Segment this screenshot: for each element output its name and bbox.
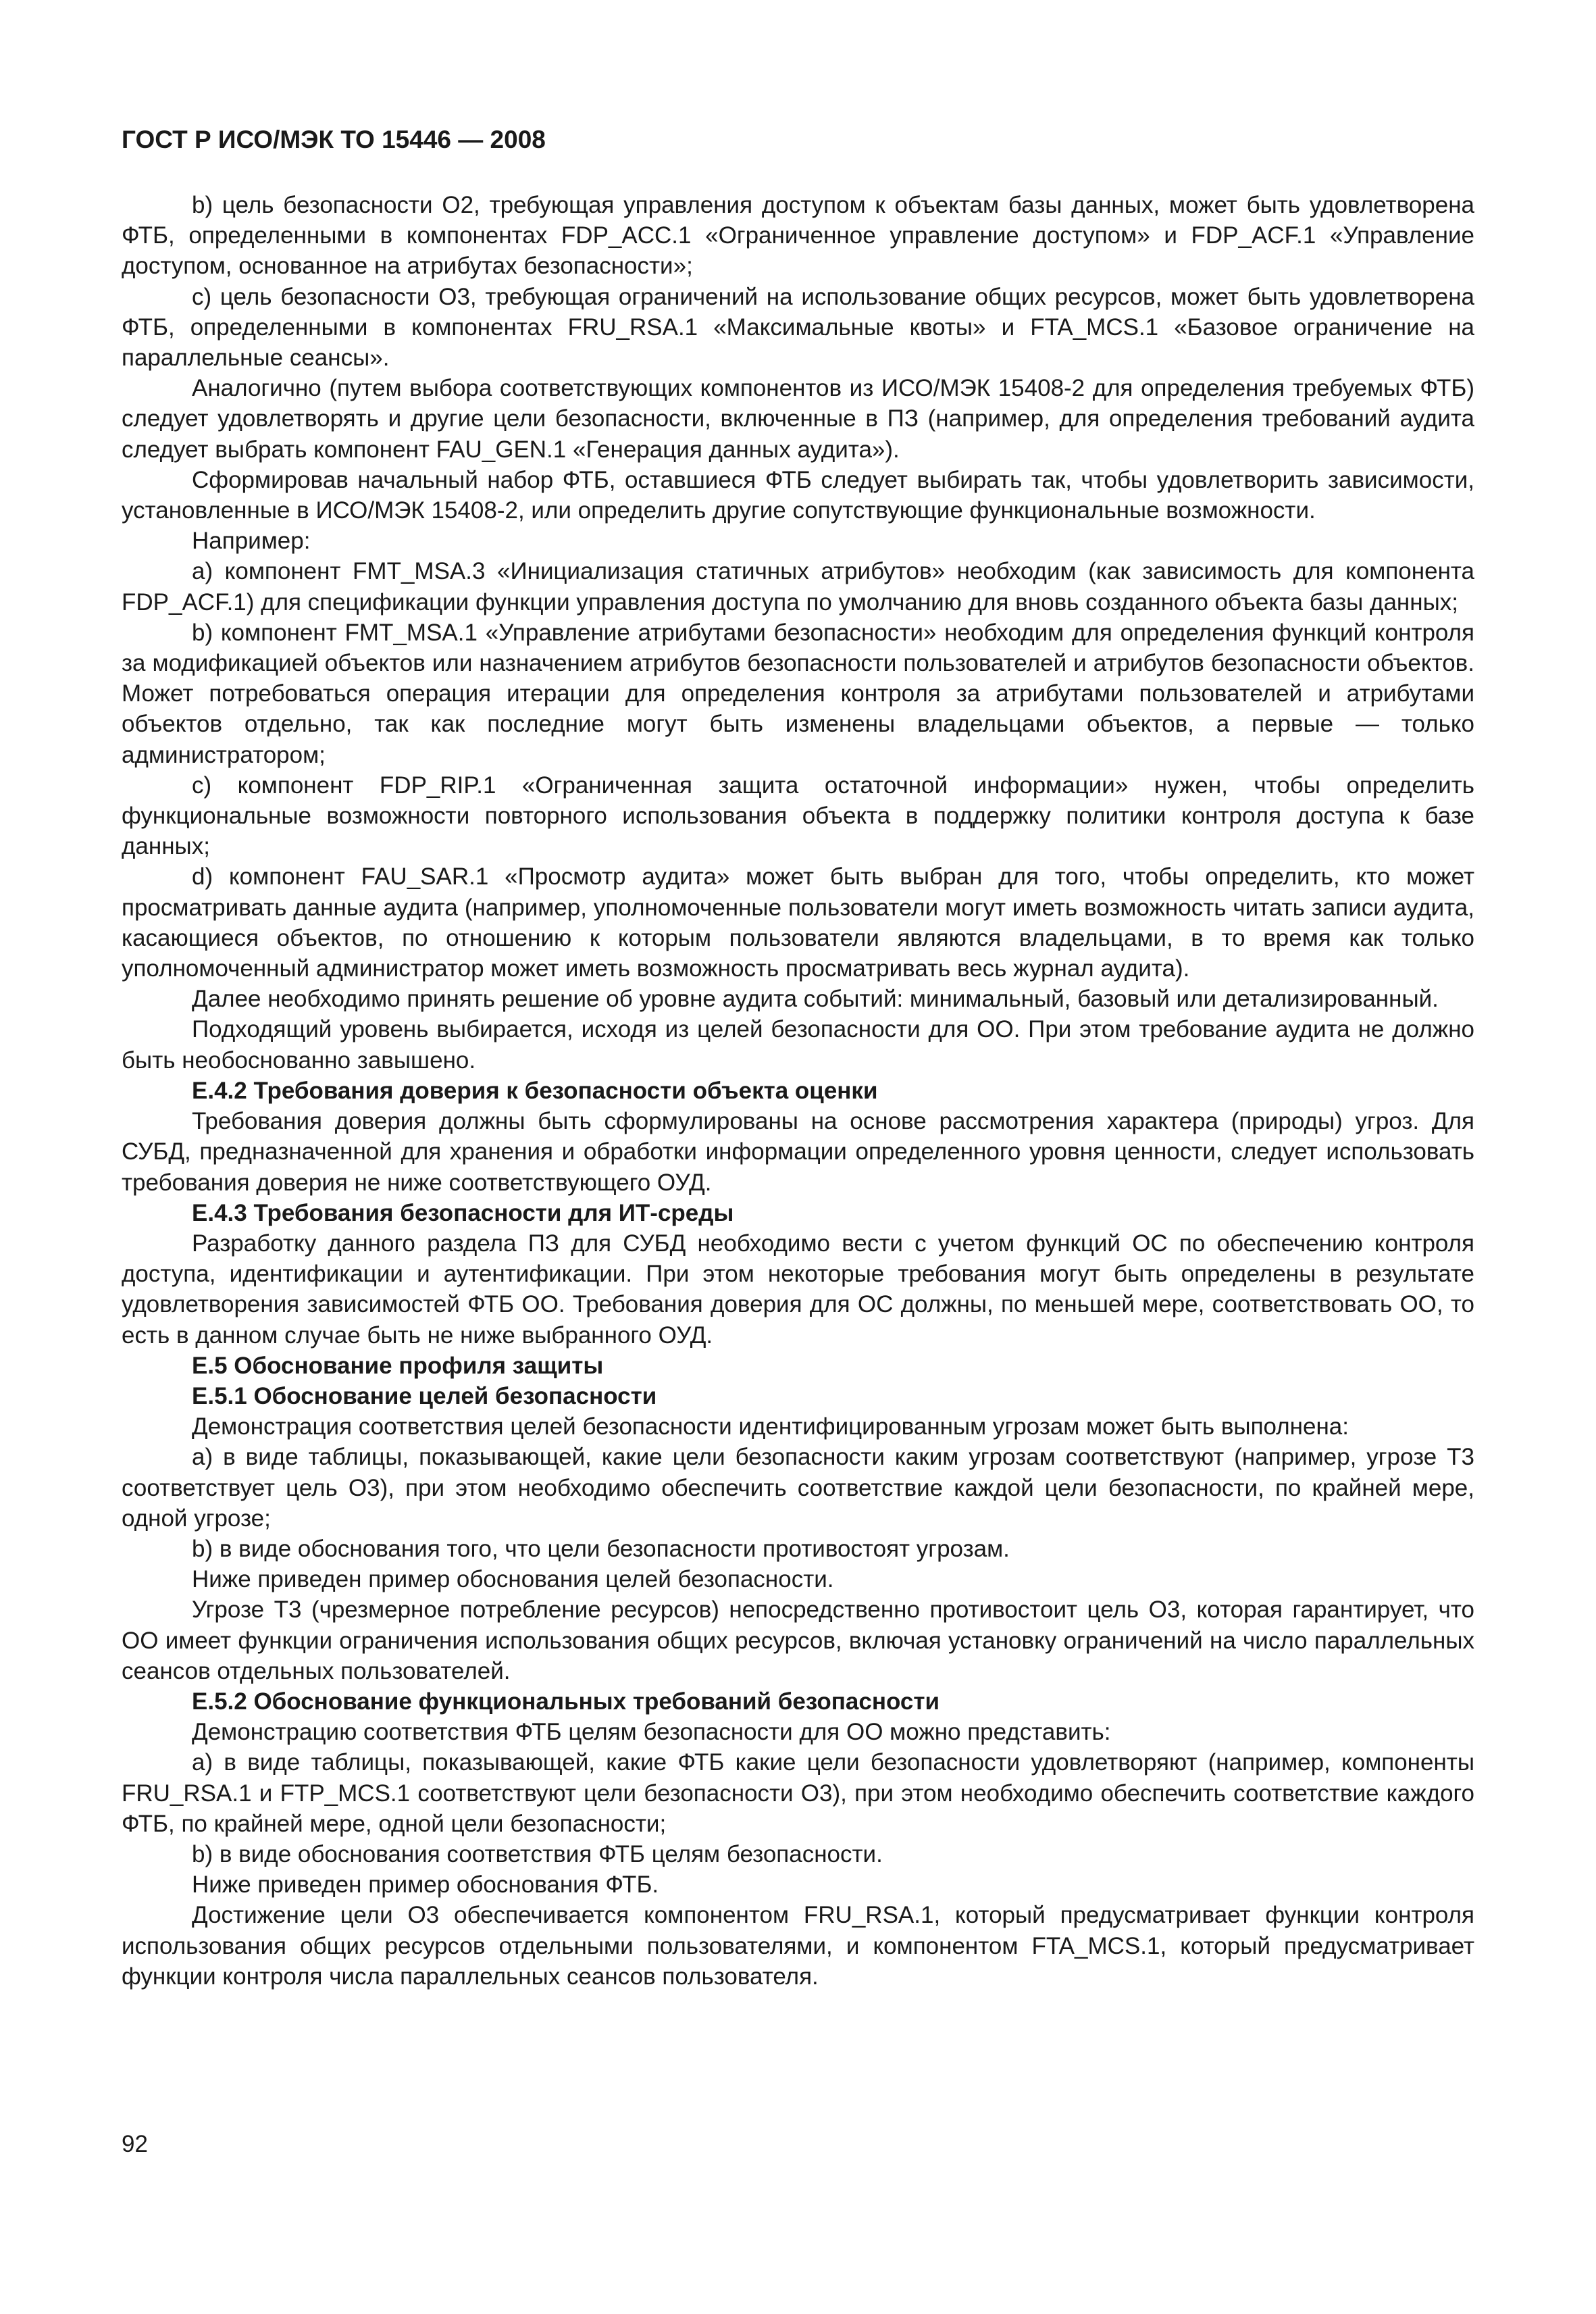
paragraph: d) компонент FAU_SAR.1 «Просмотр аудита» может быть выбран для того, чтобы определить, кто может просматривать данные аудита (например, уполномоченные пользователи могут иметь возможность читать записи аудита, касающиеся объектов, по отношению к которым пользователи являются владельцами, в то время как только уполномоченный администратор может иметь возможность просматривать весь журнал аудита). — [122, 863, 1474, 982]
paragraph: Достижение цели О3 обеспечивается компонентом FRU_RSA.1, который предусматривает функции контроля использования общих ресурсов отдельными пользователями, и компонентом FTA_MCS.1, который предусматривает функции контроля числа параллельных сеансов пользователя. — [122, 1902, 1474, 1990]
document-body — [122, 190, 1474, 1992]
paragraph: c) компонент FDP_RIP.1 «Ограниченная защита остаточной информации» нужен, чтобы определить функциональные возможности повторного использования объекта в поддержку политики контроля доступа к базе данных; — [122, 772, 1474, 860]
paragraph: Демонстрация соответствия целей безопасности идентифицированным угрозам может быть выполнена: — [192, 1413, 1349, 1440]
paragraph: c) цель безопасности О3, требующая ограничений на использование общих ресурсов, может быть удовлетворена ФТБ, определенными в компонентах FRU_RSA.1 «Максимальные квоты» и FTA_MCS.1 «Базовое ограничение на параллельные сеансы». — [122, 283, 1474, 372]
paragraph: Демонстрацию соответствия ФТБ целям безопасности для ОО можно представить: — [192, 1719, 1111, 1746]
paragraph: Угрозе Т3 (чрезмерное потребление ресурсов) непосредственно противостоит цель О3, которая гарантирует, что ОО имеет функции ограничения использования общих ресурсов, включая установку ограничений на число параллельных сеансов отдельных пользователей. — [122, 1596, 1474, 1684]
section-heading: Е.4.2 Требования доверия к безопасности объекта оценки — [192, 1077, 878, 1104]
section-heading: Е.4.3 Требования безопасности для ИТ-среды — [192, 1199, 734, 1226]
paragraph: b) в виде обоснования соответствия ФТБ целям безопасности. — [192, 1840, 883, 1867]
section-heading: Е.5.1 Обоснование целей безопасности — [192, 1382, 657, 1409]
paragraph: a) компонент FMT_MSA.3 «Инициализация статичных атрибутов» необходим (как зависимость для компонента FDP_ACF.1) для спецификации функции управления доступа по умолчанию для вновь созданного объекта базы данных; — [122, 558, 1474, 615]
paragraph: Аналогично (путем выбора соответствующих компонентов из ИСО/МЭК 15408-2 для определения требуемых ФТБ) следует удовлетворять и другие цели безопасности, включенные в ПЗ (например, для определения требований аудита следует выбрать компонент FAU_GEN.1 «Генерация данных аудита»). — [122, 375, 1474, 463]
section-heading: Е.5 Обоснование профиля защиты — [192, 1352, 604, 1379]
paragraph: Далее необходимо принять решение об уровне аудита событий: минимальный, базовый или детализированный. — [192, 986, 1439, 1013]
paragraph: Сформировав начальный набор ФТБ, оставшиеся ФТБ следует выбирать так, чтобы удовлетворить зависимости, установленные в ИСО/МЭК 15408-2, или определить другие сопутствующие функциональные возможности. — [122, 466, 1474, 524]
paragraph: b) компонент FMT_MSA.1 «Управление атрибутами безопасности» необходим для определения функций контроля за модификацией объектов или назначением атрибутов безопасности пользователей и атрибутов безопасности объектов. Может потребоваться операция итерации для определения контроля за атрибутами пользователей и атрибутами объектов отдельно, так как последние могут быть изменены владельцами объектов, а первые — только администратором; — [122, 619, 1474, 768]
paragraph: Подходящий уровень выбирается, исходя из целей безопасности для ОО. При этом требование аудита не должно быть необоснованно завышено. — [122, 1016, 1474, 1074]
paragraph: b) цель безопасности О2, требующая управления доступом к объектам базы данных, может быть удовлетворена ФТБ, определенными в компонентах FDP_ACC.1 «Ограниченное управление доступом» и FDP_ACF.1 «Управление доступом, основанное на атрибутах безопасности»; — [122, 192, 1474, 280]
page-header: ГОСТ Р ИСО/МЭК ТО 15446 — 2008 — [122, 126, 546, 153]
paragraph: b) в виде обоснования того, что цели безопасности противостоят угрозам. — [192, 1535, 1010, 1562]
paragraph: a) в виде таблицы, показывающей, какие цели безопасности каким угрозам соответствуют (например, угрозе Т3 соответствует цель О3), при этом необходимо обеспечить соответствие каждой цели безопасности, по крайней мере, одной угрозе; — [122, 1444, 1474, 1532]
paragraph: Разработку данного раздела ПЗ для СУБД необходимо вести с учетом функций ОС по обеспечению контроля доступа, идентификации и аутентификации. При этом некоторые требования могут быть определены в результате удовлетворения зависимостей ФТБ ОО. Требования доверия для ОС должны, по меньшей мере, соответствовать ОО, то есть в данном случае быть не ниже выбранного ОУД. — [122, 1230, 1474, 1349]
paragraph: a) в виде таблицы, показывающей, какие ФТБ какие цели безопасности удовлетворяют (например, компоненты FRU_RSA.1 и FTP_MCS.1 соответствуют цели безопасности О3), при этом необходимо обеспечить соответствие каждого ФТБ, по крайней мере, одной цели безопасности; — [122, 1749, 1474, 1837]
paragraph: Ниже приведен пример обоснования ФТБ. — [192, 1871, 659, 1898]
section-heading: Е.5.2 Обоснование функциональных требований безопасности — [192, 1688, 940, 1715]
paragraph: Например: — [192, 528, 311, 555]
paragraph: Ниже приведен пример обоснования целей безопасности. — [192, 1566, 834, 1593]
paragraph: Требования доверия должны быть сформулированы на основе рассмотрения характера (природы) угроз. Для СУБД, предназначенной для хранения и обработки информации определенного уровня ценности, следует использовать требования доверия не ниже соответствующего ОУД. — [122, 1108, 1474, 1196]
page-number: 92 — [122, 2131, 148, 2157]
